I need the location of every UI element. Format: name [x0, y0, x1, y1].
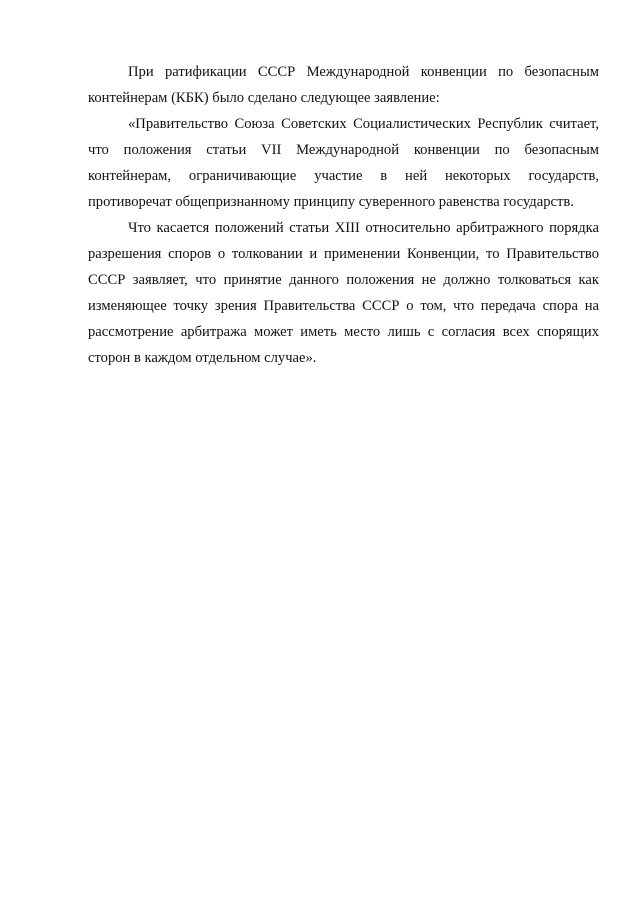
- document-body: [88, 59, 599, 371]
- paragraph-article-xiii-statement: Что касается положений статьи XIII относительно арбитражного порядка разрешения споров о толковании и применении Конвенции, то Правительство СССР заявляет, что принятие данного положения не должно толковаться как изменяющее точку зрения Правительства СССР о том, что передача спора на рассмотрение арбитража может иметь место лишь с согласия всех спорящих сторон в каждом отдельном случае».: [88, 220, 599, 366]
- paragraph-ratification-intro: При ратификации СССР Международной конвенции по безопасным контейнерам (КБК) было сделано следующее заявление:: [88, 64, 599, 106]
- paragraph-article-vii-statement: «Правительство Союза Советских Социалистических Республик считает, что положения статьи VII Международной конвенции по безопасным контейнерам, ограничивающие участие в ней некоторых государств, противоречат общепризнанному принципу суверенного равенства государств.: [88, 116, 599, 210]
